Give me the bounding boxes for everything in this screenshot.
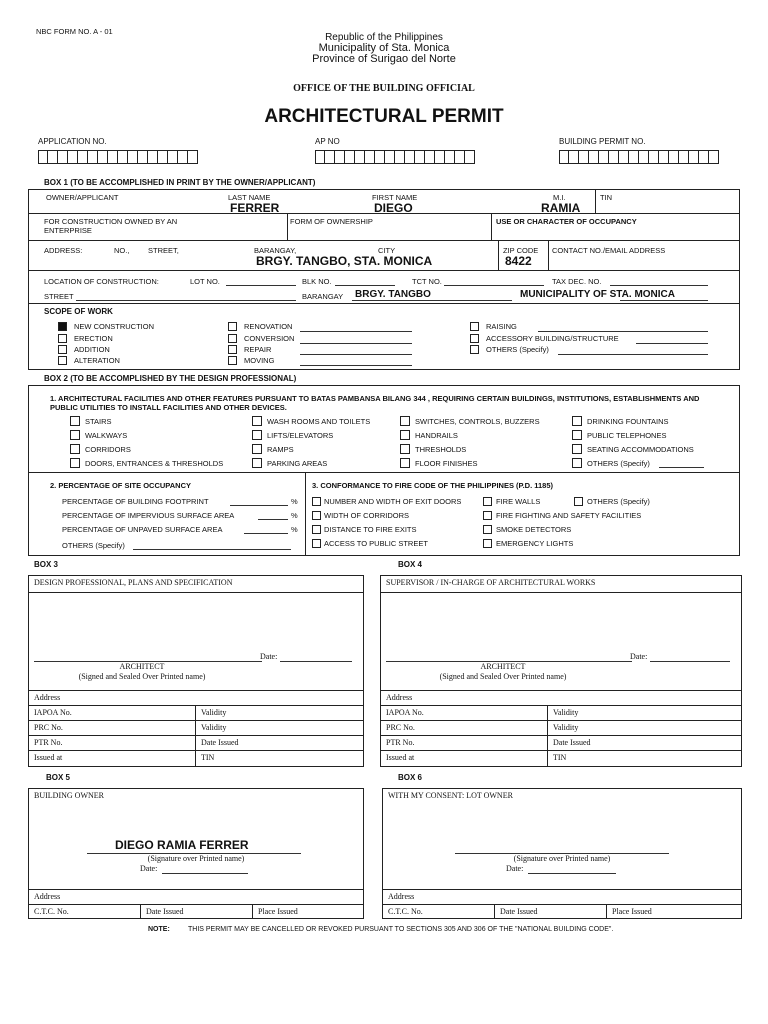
box4-row-label: Issued at <box>386 753 415 762</box>
form-number: NBC FORM NO. A - 01 <box>36 27 113 36</box>
scope-underline <box>558 354 708 355</box>
box3-row-label: PRC No. <box>34 723 63 732</box>
facility-checkbox[interactable] <box>572 416 582 426</box>
zip-value[interactable]: 8422 <box>505 254 532 268</box>
scope-checkbox[interactable] <box>470 334 479 343</box>
box4-row-label: PTR No. <box>386 738 415 747</box>
fire-checkbox[interactable] <box>483 511 492 520</box>
box6-address-label: Address <box>388 892 415 901</box>
box4-row-line <box>380 720 742 721</box>
box3-role: ARCHITECT <box>119 662 165 671</box>
box3-row-label: Issued at <box>34 753 63 762</box>
box3-row-label: Validity <box>201 723 227 732</box>
fire-checkbox[interactable] <box>312 511 321 520</box>
facility-label: WASH ROOMS AND TOILETS <box>267 417 371 426</box>
scope-checkbox[interactable] <box>58 345 67 354</box>
percent-sign: % <box>291 497 298 506</box>
box4-row-line <box>380 750 742 751</box>
box3-row-line <box>28 705 364 706</box>
box3-label: BOX 3 <box>34 560 59 569</box>
percent-sign: % <box>291 525 298 534</box>
ap-no-label: AP NO <box>315 137 340 146</box>
contact-label: CONTACT NO./EMAIL ADDRESS <box>552 246 666 255</box>
facility-label: CORRIDORS <box>85 445 131 454</box>
scope-item-label: MOVING <box>244 356 275 365</box>
box3-date-line[interactable] <box>280 661 352 662</box>
scope-item-label: OTHERS (Specify) <box>486 345 549 354</box>
scope-checkbox[interactable] <box>228 345 237 354</box>
percent-sign: % <box>291 511 298 520</box>
facility-label: SEATING ACCOMMODATIONS <box>587 445 694 454</box>
barangay-label: BARANGAY, <box>254 246 297 255</box>
republic-label: Republic of the Philippines <box>325 32 443 43</box>
box4-row-label: IAPOA No. <box>386 708 424 717</box>
address-label: ADDRESS: <box>44 246 83 255</box>
box6-title: WITH MY CONSENT: LOT OWNER <box>388 791 513 800</box>
facility-label: DOORS, ENTRANCES & THRESHOLDS <box>85 459 224 468</box>
box4-row-label: Date Issued <box>553 738 591 747</box>
last-name-label: LAST NAME <box>228 193 271 202</box>
scope-item-label: CONVERSION <box>244 334 295 343</box>
facility-checkbox[interactable] <box>400 444 410 454</box>
box4-col-line <box>547 705 548 767</box>
box4-row-label: Validity <box>553 723 579 732</box>
building-permit-no-label: BUILDING PERMIT NO. <box>559 137 646 146</box>
tct-label: TCT NO. <box>412 277 442 286</box>
box6-label: BOX 6 <box>398 773 423 782</box>
box5-place-issued-label: Place Issued <box>258 907 298 916</box>
percentage-label: PERCENTAGE OF UNPAVED SURFACE AREA <box>62 525 223 534</box>
box3-signed-caption: (Signed and Sealed Over Printed name) <box>78 672 206 681</box>
box6-date-label: Date: <box>506 864 524 873</box>
fire-label: NUMBER AND WIDTH OF EXIT DOORS <box>324 497 462 506</box>
box3-row-label: Address <box>34 693 61 702</box>
scope-item-label: ADDITION <box>74 345 110 354</box>
percentage-label: OTHERS (Specify) <box>62 541 125 550</box>
blk-label: BLK NO. <box>302 277 332 286</box>
percentage-line[interactable] <box>230 505 288 506</box>
lot-label: LOT NO. <box>190 277 220 286</box>
box5-sig-caption: (Signature over Printed name) <box>147 854 245 863</box>
facility-checkbox[interactable] <box>70 444 80 454</box>
box5-label: BOX 5 <box>46 773 71 782</box>
box5-address-label: Address <box>34 892 61 901</box>
scope-item-label: RENOVATION <box>244 322 293 331</box>
application-no-field[interactable] <box>38 150 198 164</box>
percentage-line[interactable] <box>258 519 288 520</box>
scope-item-label: REPAIR <box>244 345 272 354</box>
box3-row-label: IAPOA No. <box>34 708 72 717</box>
for-construction-label: FOR CONSTRUCTION OWNED BY AN ENTERPRISE <box>44 217 178 235</box>
scope-checkbox[interactable] <box>58 334 67 343</box>
fire-label: ACCESS TO PUBLIC STREET <box>324 539 428 548</box>
box3-divider <box>28 592 364 593</box>
box3-row-label: PTR No. <box>34 738 63 747</box>
box3-row-label: Validity <box>201 708 227 717</box>
box4-row-line <box>380 735 742 736</box>
scope-item-label: NEW CONSTRUCTION <box>74 322 154 331</box>
box3-date-label: Date: <box>260 652 278 661</box>
facility-label: RAMPS <box>267 445 294 454</box>
city-label: CITY <box>378 246 396 255</box>
facility-checkbox[interactable] <box>70 458 80 468</box>
facility-checkbox[interactable] <box>252 416 262 426</box>
building-owner-name[interactable]: DIEGO RAMIA FERRER <box>115 838 249 852</box>
fire-checkbox[interactable] <box>483 539 492 548</box>
city-value[interactable]: MUNICIPALITY OF STA. MONICA <box>520 289 675 300</box>
box3-title: DESIGN PROFESSIONAL, PLANS AND SPECIFICATION <box>34 578 233 587</box>
section2-title: 2. PERCENTAGE OF SITE OCCUPANCY <box>50 481 191 490</box>
facility-label: THRESHOLDS <box>415 445 467 454</box>
box4-date-line[interactable] <box>650 661 730 662</box>
facility-label: WALKWAYS <box>85 431 128 440</box>
fire-label: FIRE FIGHTING AND SAFETY FACILITIES <box>496 511 642 520</box>
facility-label: LIFTS/ELEVATORS <box>267 431 334 440</box>
facility-checkbox[interactable] <box>400 430 410 440</box>
facility-checkbox[interactable] <box>572 458 582 468</box>
scope-checkbox[interactable] <box>58 322 67 331</box>
scope-item-label: RAISING <box>486 322 517 331</box>
scope-checkbox[interactable] <box>58 356 67 365</box>
page-title: ARCHITECTURAL PERMIT <box>264 106 504 127</box>
section3-title: 3. CONFORMANCE TO FIRE CODE OF THE PHILIPPINES (P.D. 1185) <box>312 481 554 490</box>
no-label: NO., <box>114 246 130 255</box>
application-no-label: APPLICATION NO. <box>38 137 107 146</box>
barangay2-label: BARANGAY <box>302 292 344 301</box>
header-block <box>0 32 768 65</box>
fire-label: EMERGENCY LIGHTS <box>496 539 574 548</box>
fire-checkbox[interactable] <box>483 497 492 506</box>
street2-label: STREET <box>44 292 74 301</box>
box3-row-line <box>28 750 364 751</box>
address-value[interactable]: BRGY. TANGBO, STA. MONICA <box>256 254 433 268</box>
box4-row-line <box>380 690 742 691</box>
last-name-value[interactable]: FERRER <box>230 201 280 215</box>
street-label: STREET, <box>148 246 179 255</box>
box4-role: ARCHITECT <box>480 662 526 671</box>
percentage-label: PERCENTAGE OF IMPERVIOUS SURFACE AREA <box>62 511 235 520</box>
box1-title: BOX 1 (TO BE ACCOMPLISHED IN PRINT BY THE OWNER/APPLICANT) <box>44 178 316 187</box>
fire-label: DISTANCE TO FIRE EXITS <box>324 525 417 534</box>
tin-label: TIN <box>600 193 613 202</box>
facility-label: DRINKING FOUNTAINS <box>587 417 669 426</box>
form-ownership-label: FORM OF OWNERSHIP <box>290 217 373 226</box>
scope-item-label: ACCESSORY BUILDING/STRUCTURE <box>486 334 619 343</box>
box4-row-label: Address <box>386 693 413 702</box>
facility-label: PARKING AREAS <box>267 459 328 468</box>
facility-checkbox[interactable] <box>400 458 410 468</box>
fire-others-label: OTHERS (Specify) <box>587 497 650 506</box>
fire-label: SMOKE DETECTORS <box>496 525 572 534</box>
percentage-line[interactable] <box>244 533 288 534</box>
barangay-value[interactable]: BRGY. TANGBO <box>355 289 431 300</box>
facility-label: OTHERS (Specify) <box>587 459 650 468</box>
fire-checkbox[interactable] <box>312 497 321 506</box>
note-label: NOTE: <box>148 926 170 933</box>
facility-checkbox[interactable] <box>572 444 582 454</box>
municipality-label: Municipality of Sta. Monica <box>318 42 450 54</box>
scope-underline <box>300 331 412 332</box>
mi-value[interactable]: RAMIA <box>541 201 581 215</box>
box3-frame <box>28 575 364 767</box>
note-text: THIS PERMIT MAY BE CANCELLED OR REVOKED PURSUANT TO SECTIONS 305 AND 306 OF THE "NATIONAL BUILDING CODE". <box>188 926 614 933</box>
use-character-label: USE OR CHARACTER OF OCCUPANCY <box>496 217 637 226</box>
box4-row-line <box>380 705 742 706</box>
fire-checkbox[interactable] <box>312 525 321 534</box>
box3-row-label: TIN <box>201 753 215 762</box>
scope-underline <box>300 343 412 344</box>
facility-checkbox[interactable] <box>252 458 262 468</box>
box4-title: SUPERVISOR / IN-CHARGE OF ARCHITECTURAL WORKS <box>386 578 596 587</box>
box3-col-line <box>195 705 196 767</box>
box5-date-issued-label: Date Issued <box>146 907 184 916</box>
box3-row-line <box>28 720 364 721</box>
location-label: LOCATION OF CONSTRUCTION: <box>44 277 159 286</box>
scope-underline <box>538 331 708 332</box>
facility-label: SWITCHES, CONTROLS, BUZZERS <box>415 417 540 426</box>
scope-checkbox[interactable] <box>470 345 479 354</box>
box2-title: BOX 2 (TO BE ACCOMPLISHED BY THE DESIGN PROFESSIONAL) <box>44 374 297 383</box>
facility-label: PUBLIC TELEPHONES <box>587 431 667 440</box>
office-label: OFFICE OF THE BUILDING OFFICIAL <box>293 83 475 94</box>
scope-item-label: ALTERATION <box>74 356 120 365</box>
box4-row-label: PRC No. <box>386 723 415 732</box>
mi-label: M.I. <box>553 193 566 202</box>
province-label: Province of Surigao del Norte <box>312 53 456 65</box>
section1-text: 1. ARCHITECTURAL FACILITIES AND OTHER FEATURES PURSUANT TO BATAS PAMBANSA BILANG 344 , REQUIRING CERTAIN BUILDINGS, INSTITUTIONS, ESTABLISHMENTS AND PUBLIC UTILITIES TO INSTALL FACILITIES AND OTHER DEVICES. <box>50 394 700 412</box>
taxdec-label: TAX DEC. NO. <box>552 277 602 286</box>
box6-sig-caption: (Signature over Printed name) <box>513 854 611 863</box>
scope-checkbox[interactable] <box>228 356 237 365</box>
box4-row-label: Validity <box>553 708 579 717</box>
facility-checkbox[interactable] <box>252 444 262 454</box>
facility-label: STAIRS <box>85 417 112 426</box>
ap-no-field[interactable] <box>315 150 475 164</box>
box3-row-line <box>28 735 364 736</box>
facility-checkbox[interactable] <box>252 430 262 440</box>
box3-row-label: Date Issued <box>201 738 239 747</box>
scope-underline <box>636 343 708 344</box>
box4-divider <box>380 592 742 593</box>
first-name-value[interactable]: DIEGO <box>374 201 413 215</box>
scope-label: SCOPE OF WORK <box>44 307 113 316</box>
box5-date-label: Date: <box>140 864 158 873</box>
box6-ctc-label: C.T.C. No. <box>388 907 423 916</box>
facility-checkbox[interactable] <box>70 430 80 440</box>
fire-others-checkbox[interactable] <box>574 497 583 506</box>
fire-label: WIDTH OF CORRIDORS <box>324 511 409 520</box>
box4-label: BOX 4 <box>398 560 423 569</box>
fire-checkbox[interactable] <box>312 539 321 548</box>
zip-label: ZIP CODE <box>503 246 539 255</box>
box6-place-issued-label: Place Issued <box>612 907 652 916</box>
scope-checkbox[interactable] <box>228 322 237 331</box>
facility-label: HANDRAILS <box>415 431 458 440</box>
scope-checkbox[interactable] <box>228 334 237 343</box>
owner-applicant-label: OWNER/APPLICANT <box>46 193 119 202</box>
facility-checkbox[interactable] <box>572 430 582 440</box>
box4-signed-caption: (Signed and Sealed Over Printed name) <box>439 672 567 681</box>
facility-label: FLOOR FINISHES <box>415 459 478 468</box>
facility-checkbox[interactable] <box>400 416 410 426</box>
box5-title: BUILDING OWNER <box>34 791 104 800</box>
scope-underline <box>300 354 412 355</box>
box6-date-issued-label: Date Issued <box>500 907 538 916</box>
fire-label: FIRE WALLS <box>496 497 541 506</box>
box4-date-label: Date: <box>630 652 648 661</box>
box4-row-label: TIN <box>553 753 567 762</box>
facility-checkbox[interactable] <box>70 416 80 426</box>
box3-row-line <box>28 690 364 691</box>
building-permit-no-field[interactable] <box>559 150 719 164</box>
scope-underline <box>300 365 412 366</box>
fire-checkbox[interactable] <box>483 525 492 534</box>
percentage-line[interactable] <box>133 549 291 550</box>
facility-others-line <box>659 467 704 468</box>
box5-ctc-label: C.T.C. No. <box>34 907 69 916</box>
percentage-label: PERCENTAGE OF BUILDING FOOTPRINT <box>62 497 209 506</box>
scope-item-label: ERECTION <box>74 334 113 343</box>
first-name-label: FIRST NAME <box>372 193 418 202</box>
scope-checkbox[interactable] <box>470 322 479 331</box>
